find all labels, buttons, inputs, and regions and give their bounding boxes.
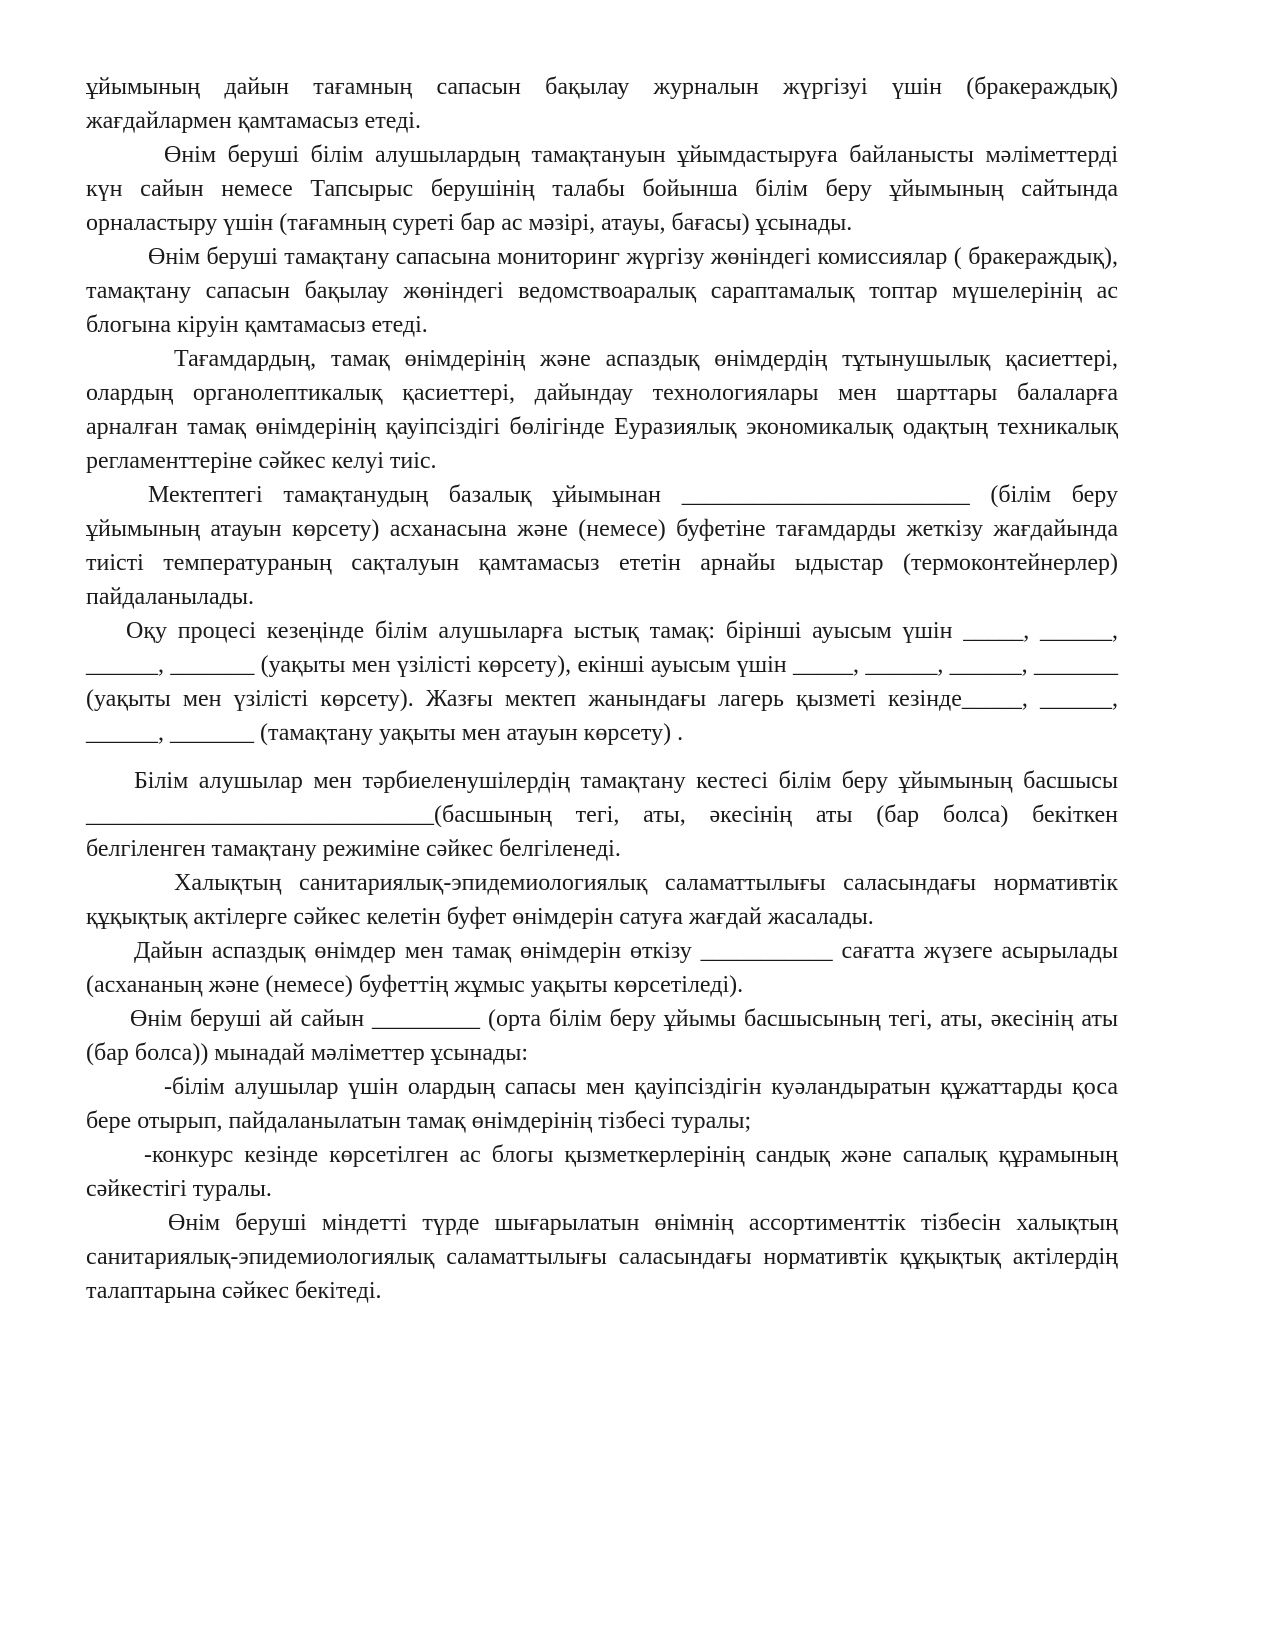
paragraph-food-properties: Тағамдардың, тамақ өнімдерінің және аспаздық өнімдердің тұтынушылық қасиеттері, олардың органолептикалық қасиеттері, дайындау технологиялары мен шарттары балаларға арналған тамақ өнімдерінің қауіпсіздігі бөлігінде Еуразиялық экономикалық одақтың техникалық регламенттеріне сәйкес келуі тиіс. — [86, 346, 1118, 474]
paragraph-assortment-list: Өнім беруші міндетті түрде шығарылатын өнімнің ассортименттік тізбесін халықтың санитариялық-эпидемиологиялық саламаттылығы саласындағы нормативтік құқықтық актілердің талаптарына сәйкес бекітеді. — [86, 1210, 1118, 1304]
paragraph-meal-schedule-approval: Білім алушылар мен тәрбиеленушілердің тамақтану кестесі білім беру ұйымының басшысы _____________________________(басшының тегі, аты, әкесінің аты (бар болса) бекіткен белгіленген тамақтану режиміне сәйкес белгіленеді. — [86, 768, 1118, 862]
paragraph-delivery-containers: Мектептегі тамақтанудың базалық ұйымынан ________________________ (білім беру ұйымының атауын көрсету) асханасына және (немесе) буфетіне тағамдарды жеткізу жағдайында тиісті температураның сақталуын қамтамасыз ететін арнайы ыдыстар (термоконтейнерлер) пайдаланылады. — [86, 482, 1118, 610]
document-page — [86, 70, 1118, 1308]
paragraph-buffet-products: Халықтың санитариялық-эпидемиологиялық саламаттылығы саласындағы нормативтік құқықтық актілерге сәйкес келетін буфет өнімдерін сатуға жағдай жасалады. — [86, 870, 1118, 930]
paragraph-hot-meals-schedule: Оқу процесі кезеңінде білім алушыларға ыстық тамақ: бірінші ауысым үшін _____, ______, ______, _______ (уақыты мен үзілісті көрсету), екінші ауысым үшін _____, ______, ______, _______ (уақыты мен үзілісті көрсету). Жазғы мектеп жанындағы лагерь қызметі кезінде_____, ______, ______, _______ (тамақтану уақыты мен атауын көрсету) . — [86, 618, 1118, 746]
paragraph-monthly-report: Өнім беруші ай сайын _________ (орта білім беру ұйымы басшысының тегі, аты, әкесінің аты (бар болса)) мынадай мәліметтер ұсынады: — [86, 1006, 1118, 1066]
paragraph-journal-conditions: ұйымының дайын тағамның сапасын бақылау журналын жүргізуі үшін (бракераждық) жағдайлармен қамтамасыз етеді. — [86, 74, 1118, 134]
paragraph-spacer — [86, 750, 1118, 764]
paragraph-menu-info: Өнім беруші білім алушылардың тамақтануын ұйымдастыруға байланысты мәліметтерді күн сайын немесе Тапсырыс берушінің талабы бойынша білім беру ұйымының сайтында орналастыру үшін (тағамның суреті бар ас мәзірі, атауы, бағасы) ұсынады. — [86, 142, 1118, 236]
paragraph-commission-access: Өнім беруші тамақтану сапасына мониторинг жүргізу жөніндегі комиссиялар ( бракераждық), тамақтану сапасын бақылау жөніндегі ведомствоаралық сараптамалық топтар мүшелерінің ас блогына кіруін қамтамасыз етеді. — [86, 244, 1118, 338]
list-item-products-list: -білім алушылар үшін олардың сапасы мен қауіпсіздігін куәландыратын құжаттарды қоса бере отырып, пайдаланылатын тамақ өнімдерінің тізбесі туралы; — [86, 1074, 1118, 1134]
list-item-staff-composition: -конкурс кезінде көрсетілген ас блогы қызметкерлерінің сандық және сапалық құрамының сәйкестігі туралы. — [86, 1142, 1118, 1202]
paragraph-sales-hours: Дайын аспаздық өнімдер мен тамақ өнімдерін өткізу ___________ сағатта жүзеге асырылады (асхананың және (немесе) буфеттің жұмыс уақыты көрсетіледі). — [86, 938, 1118, 998]
